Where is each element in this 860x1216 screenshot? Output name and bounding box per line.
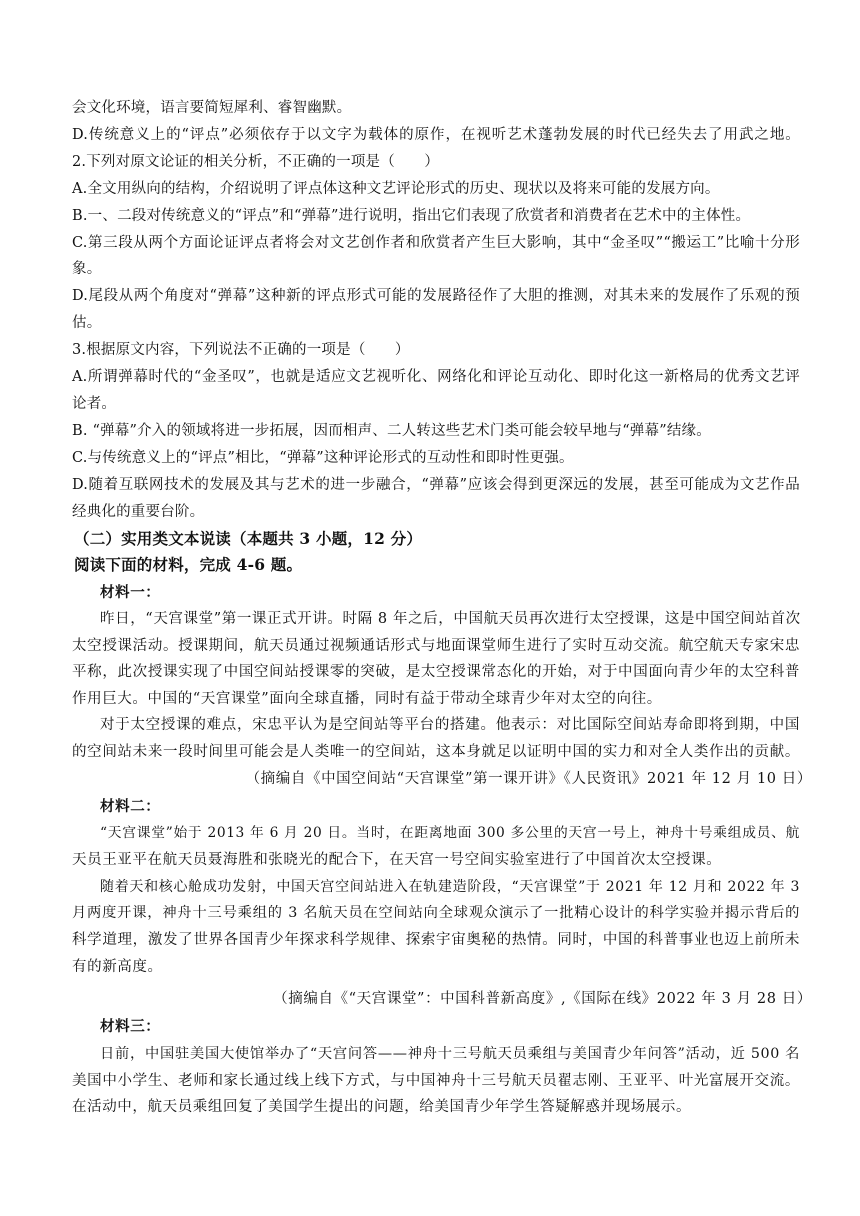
material-2-para2-line4: 有的新高度。: [72, 959, 163, 975]
q2-option-b: B.一、二段对传统意义的“评点”和“弹幕”进行说明，指出它们表现了欣赏者和消费者在艺术中的主体性。: [72, 208, 751, 224]
material-3-para1-line2: 美国中小学生、老师和家长通过线上线下方式，与中国神舟十三号航天员翟志刚、王亚平、叶光富展开交流。: [72, 1073, 800, 1089]
material-1-para2-line2: 的空间站未来一段时间里可能会是人类唯一的空间站，这本身就足以证明中国的实力和对全人类作出的贡献。: [72, 744, 800, 760]
q3-option-b: B. “弹幕”介入的领域将进一步拓展，因而相声、二人转这些艺术门类可能会较早地与“弹幕”结缘。: [72, 423, 711, 439]
material-2-source: （摘编自《“天宫课堂”：中国科普新高度》,《国际在线》2022 年 3 月 28 日）: [273, 991, 812, 1007]
material-2-para2-line1: 随着天和核心舱成功发射，中国天宫空间站进入在轨建造阶段，“天宫课堂”于 2021 年 12 月和 2022 年 3: [100, 879, 800, 895]
material-2-para2-line2: 月两度开课，神舟十三号乘组的 3 名航天员在空间站向全球观众演示了一批精心设计的科学实验并揭示背后的: [72, 905, 800, 921]
material-1-source: （摘编自《中国空间站“天宫课堂”第一课开讲》《人民资讯》2021 年 12 月 10 日）: [245, 771, 812, 787]
material-1-title: 材料一：: [100, 584, 161, 601]
material-1-para1-line1: 昨日，“天宫课堂”第一课正式开讲。时隔 8 年之后，中国航天员再次进行太空授课，这是中国空间站首次: [100, 611, 801, 627]
material-1-para1-line4: 作用巨大。中国的“天宫课堂”面向全球直播，同时有益于带动全球青少年对太空的向往。: [72, 691, 662, 707]
material-2-title: 材料二：: [100, 798, 161, 815]
material-3-para1-line3: 在活动中，航天员乘组回复了美国学生提出的问题，给美国青少年学生答疑解惑并现场展示。: [72, 1099, 692, 1115]
material-2-para1-line2: 天员王亚平在航天员聂海胜和张晓光的配合下，在天宫一号空间实验室进行了中国首次太空授课。: [72, 852, 722, 868]
q3-option-a-line1: A.所谓弹幕时代的“金圣叹”，也就是适应文艺视听化、网络化和评论互动化、即时化这一新格局的优秀文艺评: [72, 369, 800, 385]
section-instruction: 阅读下面的材料，完成 4-6 题。: [74, 555, 303, 574]
material-1-para2-line1: 对于太空授课的难点，宋忠平认为是空间站等平台的搭建。他表示：对比国际空间站寿命即将到期，中国: [100, 717, 800, 733]
q2-option-d-line1: D.尾段从两个角度对“弹幕”这种新的评点形式可能的发展路径作了大胆的推测，对其未来的发展作了乐观的预: [72, 288, 800, 304]
q3-option-d-line2: 经典化的重要台阶。: [72, 504, 205, 520]
material-1-para1-line3: 平称，此次授课实现了中国空间站授课零的突破，是太空授课常态化的开始，对于中国面向青少年的太空科普: [72, 664, 800, 680]
q2-stem: 2.下列对原文论证的相关分析，不正确的一项是（ ）: [72, 154, 440, 170]
q3-stem: 3.根据原文内容，下列说法不正确的一项是（ ）: [72, 342, 410, 358]
q1-option-d: D.传统意义上的“评点”必须依存于以文字为载体的原作，在视听艺术蓬勃发展的时代已经失去了用武之地。: [72, 127, 800, 143]
q2-option-c-line2: 象。: [72, 261, 102, 277]
q3-option-a-line2: 论者。: [72, 396, 117, 412]
q2-option-d-line2: 估。: [72, 315, 102, 331]
q3-option-c: C.与传统意义上的“评点”相比，“弹幕”这种评论形式的互动性和即时性更强。: [72, 450, 574, 466]
material-1-para1-line2: 太空授课活动。授课期间，航天员通过视频通话形式与地面课堂师生进行了实时互动交流。航空航天专家宋忠: [72, 638, 800, 654]
q3-option-d-line1: D.随着互联网技术的发展及其与艺术的进一步融合，“弹幕”应该会得到更深远的发展，甚至可能成为文艺作品: [72, 477, 800, 493]
passage-continuation: 会文化环境，语言要简短犀利、睿智幽默。: [72, 100, 352, 116]
material-2-para2-line3: 科学道理，激发了世界各国青少年探求科学规律、探索宇宙奥秘的热情。同时，中国的科普事业也迈上前所未: [72, 932, 800, 948]
material-3-title: 材料三：: [100, 1018, 161, 1035]
material-3-para1-line1: 日前，中国驻美国大使馆举办了“天宫问答——神舟十三号航天员乘组与美国青少年问答”活动，近 500 名: [100, 1046, 800, 1062]
q2-option-c-line1: C.第三段从两个方面论证评点者将会对文艺创作者和欣赏者产生巨大影响，其中“金圣叹”“搬运工”比喻十分形: [72, 235, 800, 251]
q2-option-a: A.全文用纵向的结构，介绍说明了评点体这种文艺评论形式的历史、现状以及将来可能的发展方向。: [72, 181, 720, 197]
material-2-para1-line1: “天宫课堂”始于 2013 年 6 月 20 日。当时，在距离地面 300 多公里的天宫一号上，神舟十号乘组成员、航: [100, 825, 800, 841]
section-title: （二）实用类文本说读（本题共 3 小题，12 分）: [74, 529, 423, 548]
